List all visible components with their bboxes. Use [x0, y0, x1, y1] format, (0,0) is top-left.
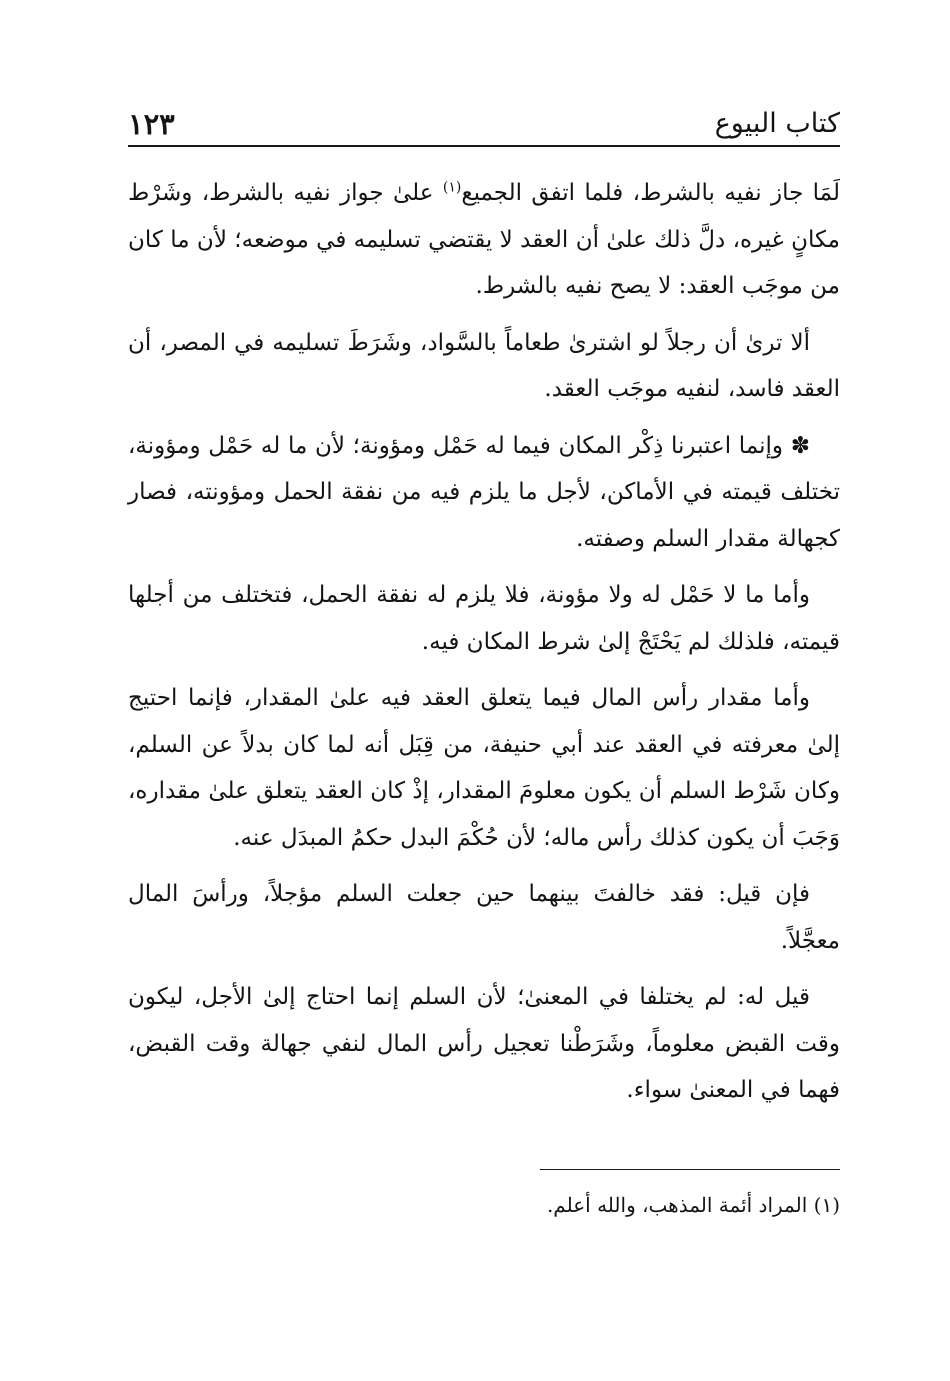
paragraph-4	[128, 572, 840, 665]
paragraph-3	[128, 423, 840, 563]
book-page	[128, 0, 840, 1381]
footnote-rule	[540, 1169, 840, 1170]
paragraph-5	[128, 675, 840, 861]
page-number: ١٢٣	[128, 107, 175, 141]
paragraph-6	[128, 871, 840, 964]
paragraph-1-text-start: لَمَا جاز نفيه بالشرط، فلما اتفق الجميع	[461, 180, 840, 206]
paragraph-1-text-end: علىٰ جواز نفيه بالشرط، وشَرْط مكانٍ غيره، دلَّ ذلك علىٰ أن العقد لا يقتضي تسليمه في موضعه؛ لأن ما كان من موجَب العقد: لا يصح نفيه بالشرط.	[128, 180, 840, 299]
footnote: (١) المراد أئمة المذهب، والله أعلم.	[546, 1193, 840, 1217]
main-text	[128, 170, 840, 1124]
paragraph-3-text: ✽ وإنما اعتبرنا ذِكْر المكان فيما له حَمْل ومؤونة؛ لأن ما له حَمْل ومؤونة، تختلف قيمته في الأماكن، لأجل ما يلزم فيه من نفقة الحمل ومؤونته، فصار كجهالة مقدار السلم وصفته.	[128, 432, 840, 552]
running-title: كتاب البيوع	[714, 108, 840, 139]
paragraph-4-text: وأما ما لا حَمْل له ولا مؤونة، فلا يلزم له نفقة الحمل، فتختلف من أجلها قيمته، فلذلك لم يَحْتَجْ إلىٰ شرط المكان فيه.	[128, 582, 840, 655]
paragraph-5-text: وأما مقدار رأس المال فيما يتعلق العقد فيه علىٰ المقدار، فإنما احتيج إلىٰ معرفته في العقد عند أبي حنيفة، من قِبَل أنه لما كان بدلاً عن السلم، وكان شَرْط السلم أن يكون معلومَ المقدار، إذْ كان العقد يتعلق علىٰ مقداره، وَجَبَ أن يكون كذلك رأس ماله؛ لأن حُكْمَ البدل حكمُ المبدَل عنه.	[128, 685, 840, 851]
paragraph-7	[128, 974, 840, 1114]
header-rule	[128, 145, 840, 147]
paragraph-1	[128, 170, 840, 310]
footnote-reference: (١)	[442, 179, 462, 196]
paragraph-2	[128, 320, 840, 413]
page-header	[128, 100, 840, 144]
paragraph-6-text: فإن قيل: فقد خالفتَ بينهما حين جعلت السلم مؤجلاً، ورأسَ المال معجَّلاً.	[128, 881, 840, 954]
paragraph-7-text: قيل له: لم يختلفا في المعنىٰ؛ لأن السلم إنما احتاج إلىٰ الأجل، ليكون وقت القبض معلوماً، وشَرَطْنا تعجيل رأس المال لنفي جهالة وقت القبض، فهما في المعنىٰ سواء.	[128, 984, 840, 1103]
paragraph-2-text: ألا ترىٰ أن رجلاً لو اشترىٰ طعاماً بالسَّواد، وشَرَطَ تسليمه في المصر، أن العقد فاسد، لنفيه موجَب العقد.	[128, 329, 840, 402]
